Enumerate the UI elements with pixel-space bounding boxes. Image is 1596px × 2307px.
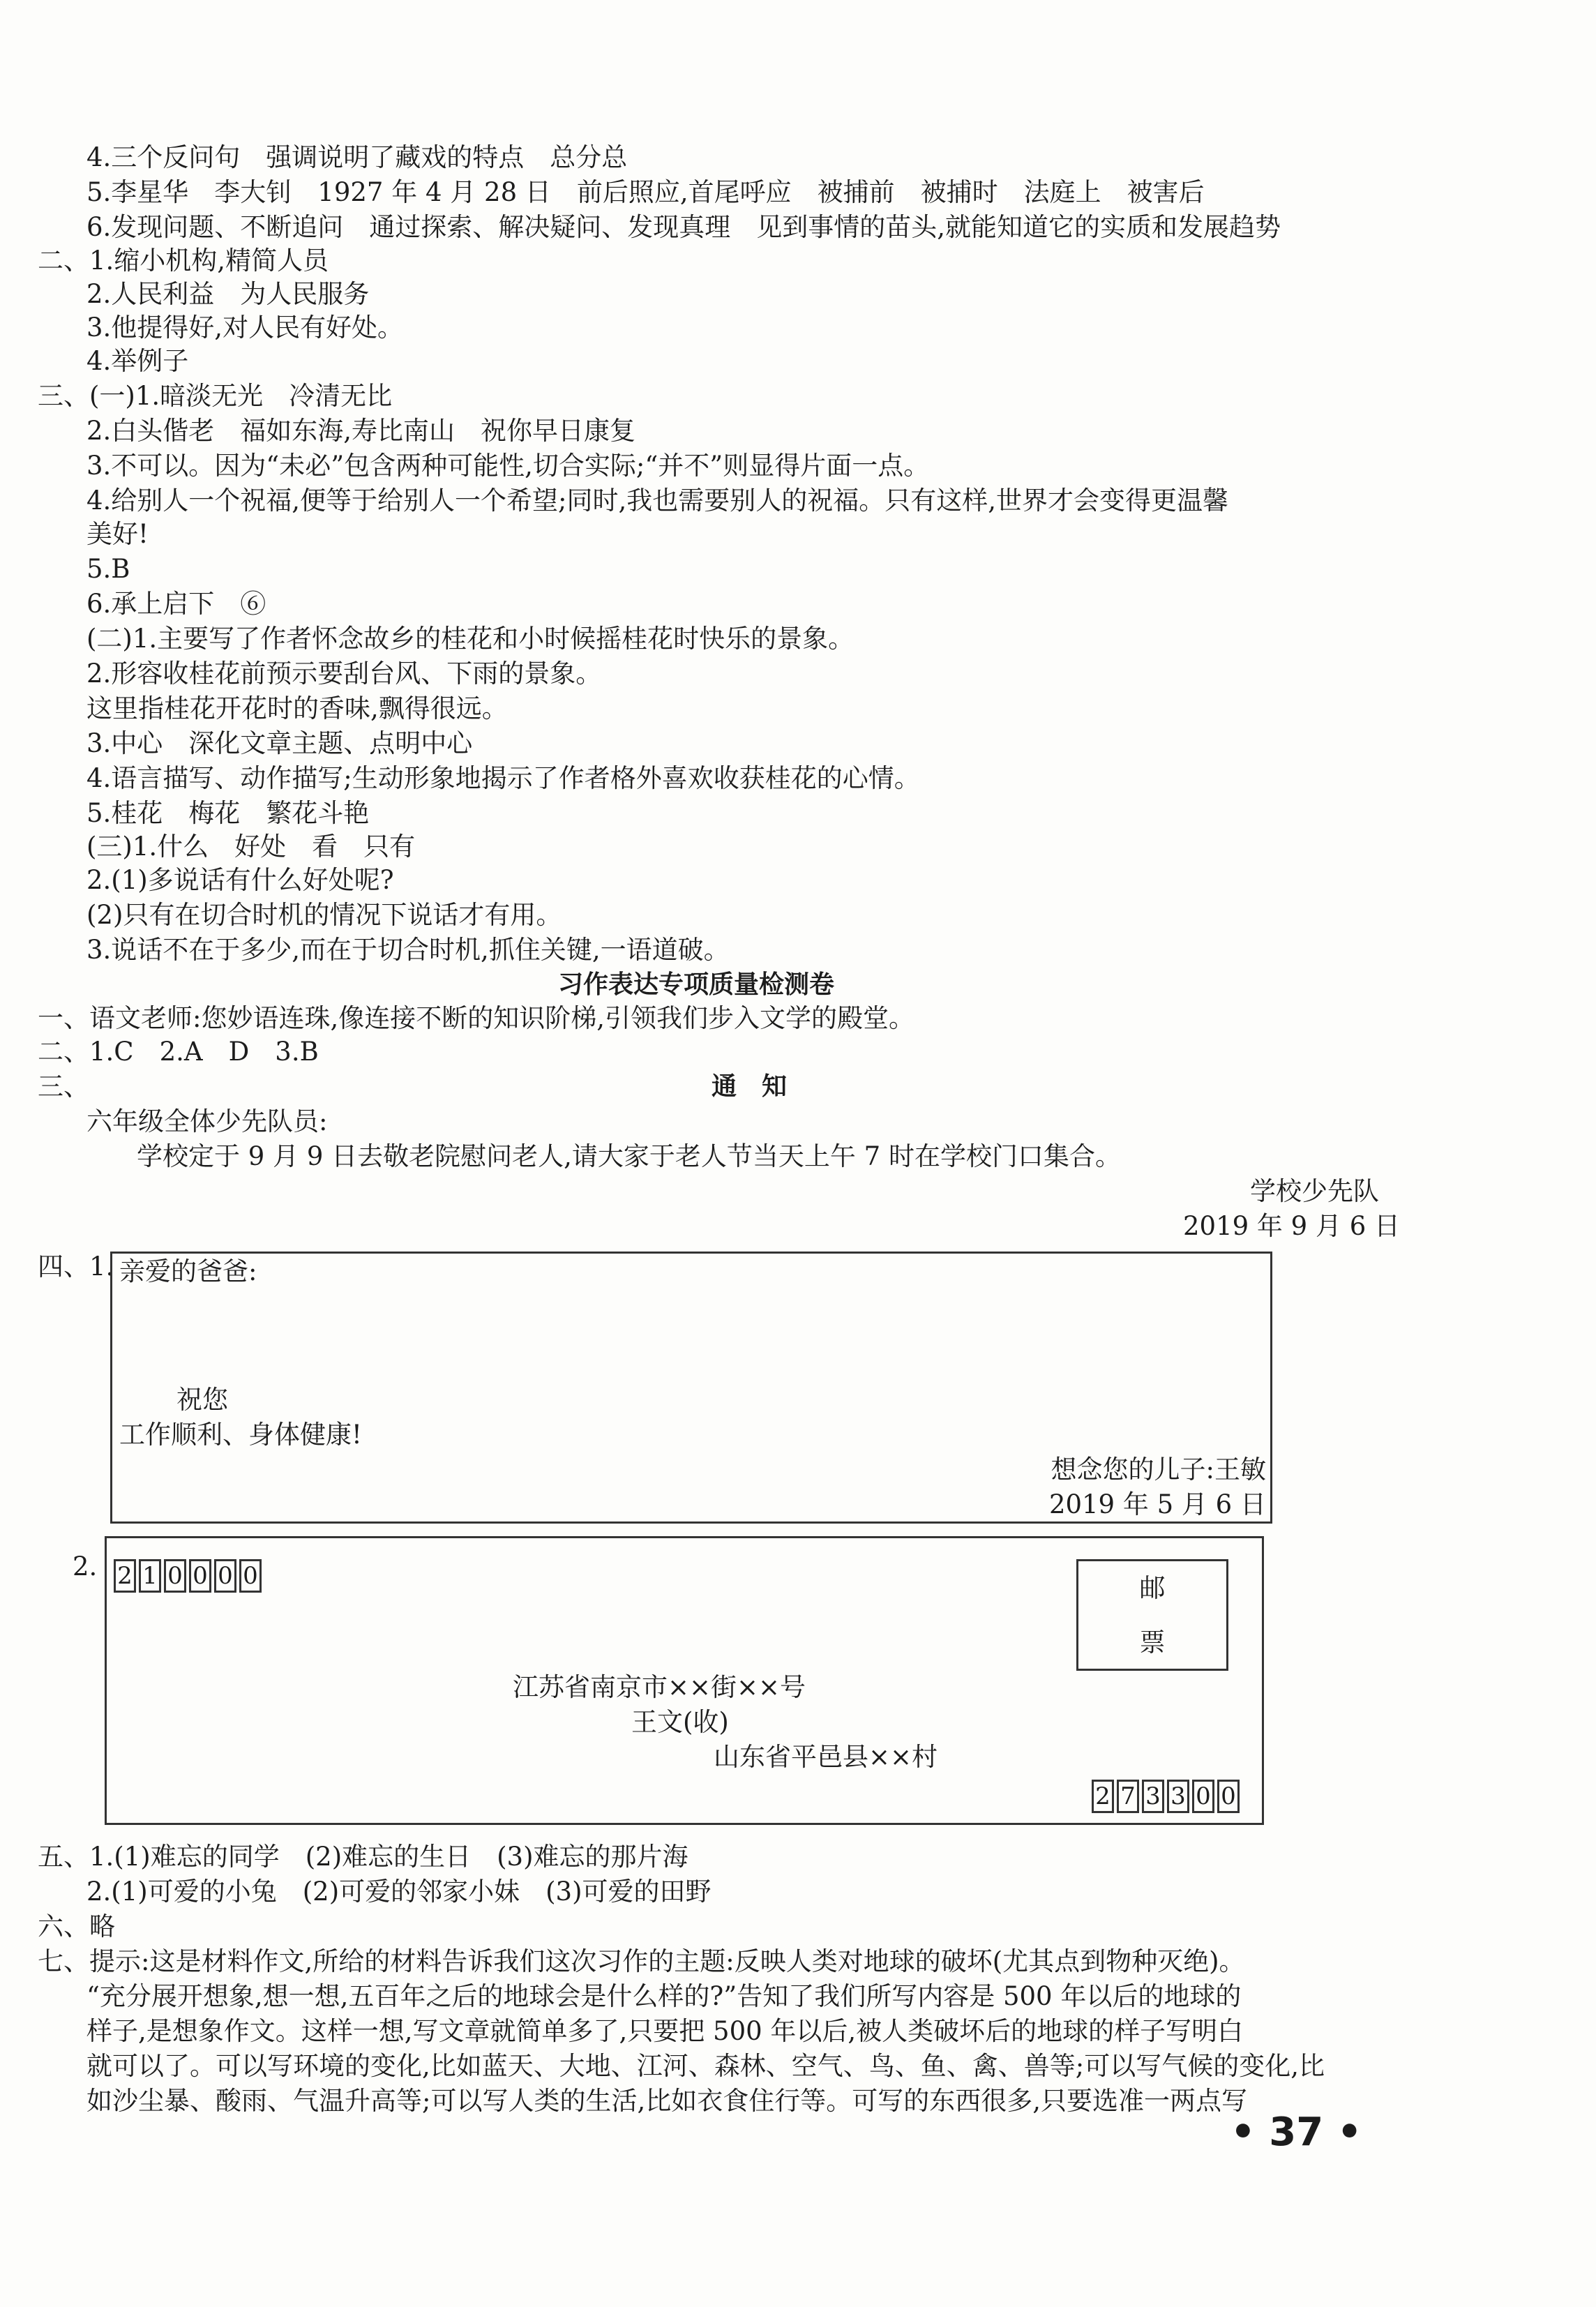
recipient-address: 江苏省南京市××街××号 xyxy=(513,1672,806,1702)
answer-line: 5.B xyxy=(86,554,130,584)
zip-digit: 2 xyxy=(114,1559,136,1593)
sender-address: 山东省平邑县××村 xyxy=(714,1742,938,1772)
answer-line: 6.发现问题、不断追问 通过探索、解决疑问、发现真理 见到事情的苗头,就能知道它的实质和发展趋势 xyxy=(86,212,1281,242)
answer-line: 如沙尘暴、酸雨、气温升高等;可以写人类的生活,比如衣食住行等。可写的东西很多,只要选准一两点写 xyxy=(86,2086,1247,2116)
answer-line: 这里指桂花开花时的香味,飘得很远。 xyxy=(86,693,508,723)
zip-digit: 0 xyxy=(239,1559,262,1593)
answer-line: (2)只有在切合时机的情况下说话才有用。 xyxy=(86,900,562,930)
zip-digit: 3 xyxy=(1142,1780,1164,1813)
recipient-name: 王文(收) xyxy=(631,1707,729,1737)
answer-line: 2.(1)可爱的小兔 (2)可爱的邻家小妹 (3)可爱的田野 xyxy=(86,1877,712,1907)
answer-line: 五、1.(1)难忘的同学 (2)难忘的生日 (3)难忘的那片海 xyxy=(38,1842,688,1872)
page-number: • 37 • xyxy=(1230,2110,1362,2155)
answer-line: 三、(一)1.暗淡无光 冷清无比 xyxy=(38,381,393,411)
zip-digit: 0 xyxy=(1192,1780,1214,1813)
answer-line: 3.不可以。因为“未必”包含两种可能性,切合实际;“并不”则显得片面一点。 xyxy=(86,451,930,481)
answer-line: 二、1.C 2.A D 3.B xyxy=(38,1037,319,1067)
answer-line: 二、1.缩小机构,精简人员 xyxy=(38,246,329,276)
answer-line: 2.形容收桂花前预示要刮台风、下雨的景象。 xyxy=(86,659,602,689)
answer-line: 2.白头偕老 福如东海,寿比南山 祝你早日康复 xyxy=(86,416,636,446)
answer-label: 四、1. xyxy=(38,1252,114,1282)
sender-zip-code xyxy=(1092,1780,1240,1813)
envelope xyxy=(105,1536,1264,1825)
answer-line: 4.举例子 xyxy=(86,346,189,376)
answer-line: 3.中心 深化文章主题、点明中心 xyxy=(86,728,473,758)
answer-line: 4.语言描写、动作描写;生动形象地揭示了作者格外喜欢收获桂花的心情。 xyxy=(86,763,920,793)
answer-line: 三、 xyxy=(38,1072,89,1102)
notice-salutation: 六年级全体少先队员: xyxy=(86,1106,328,1136)
answer-line: 6.承上启下 ⑥ xyxy=(86,589,266,619)
zip-digit: 7 xyxy=(1117,1780,1139,1813)
recipient-zip-code xyxy=(114,1559,262,1593)
notice-body: 学校定于 9 月 9 日去敬老院慰问老人,请大家于老人节当天上午 7 时在学校门口集合。 xyxy=(137,1141,1121,1171)
stamp-char: 票 xyxy=(1139,1628,1166,1658)
section-title: 习作表达专项质量检测卷 xyxy=(558,970,835,999)
answer-line: 美好! xyxy=(86,519,149,549)
notice-date: 2019 年 9 月 6 日 xyxy=(1183,1211,1401,1241)
stamp-char: 邮 xyxy=(1139,1573,1166,1603)
answer-line: 2.人民利益 为人民服务 xyxy=(86,279,370,309)
answer-line: 六、略 xyxy=(38,1911,115,1941)
answer-line: 3.他提得好,对人民有好处。 xyxy=(86,313,404,343)
answer-line: (三)1.什么 好处 看 只有 xyxy=(86,832,416,862)
answer-line: 七、提示:这是材料作文,所给的材料告诉我们这次习作的主题:反映人类对地球的破坏(尤其点到物种灭绝)。 xyxy=(38,1946,1245,1976)
answer-line: (二)1.主要写了作者怀念故乡的桂花和小时候摇桂花时快乐的景象。 xyxy=(86,624,855,654)
answer-line: 5.李星华 李大钊 1927 年 4 月 28 日 前后照应,首尾呼应 被捕前 被捕时 法庭上 被害后 xyxy=(86,177,1205,207)
zip-digit: 2 xyxy=(1092,1780,1114,1813)
letter-box xyxy=(110,1252,1272,1524)
answer-line: 就可以了。可以写环境的变化,比如蓝天、大地、江河、森林、空气、鸟、鱼、禽、兽等;可以写气候的变化,比 xyxy=(86,2051,1325,2081)
letter-wish-line1: 祝您 xyxy=(176,1385,228,1415)
zip-digit: 1 xyxy=(139,1559,161,1593)
letter-date: 2019 年 5 月 6 日 xyxy=(1048,1489,1266,1519)
zip-digit: 0 xyxy=(1217,1780,1240,1813)
answer-line: 样子,是想象作文。这样一想,写文章就简单多了,只要把 500 年以后,被人类破坏后的地球的样子写明白 xyxy=(86,2016,1244,2046)
answer-line: “充分展开想象,想一想,五百年之后的地球会是什么样的?”告知了我们所写内容是 500 年以后的地球的 xyxy=(86,1981,1242,2011)
notice-title: 通 知 xyxy=(712,1072,788,1101)
letter-salutation: 亲爱的爸爸: xyxy=(119,1256,257,1286)
answer-line: 一、语文老师:您妙语连珠,像连接不断的知识阶梯,引领我们步入文学的殿堂。 xyxy=(38,1003,914,1033)
answer-line: 5.桂花 梅花 繁花斗艳 xyxy=(86,798,370,828)
zip-digit: 0 xyxy=(164,1559,186,1593)
letter-wish-line2: 工作顺利、身体健康! xyxy=(119,1420,362,1450)
answer-label: 2. xyxy=(73,1551,98,1581)
notice-signer: 学校少先队 xyxy=(1250,1176,1379,1206)
zip-digit: 3 xyxy=(1167,1780,1189,1813)
zip-digit: 0 xyxy=(214,1559,236,1593)
answer-line: 3.说话不在于多少,而在于切合时机,抓住关键,一语道破。 xyxy=(86,935,730,965)
answer-line: 2.(1)多说话有什么好处呢? xyxy=(86,865,394,895)
answer-line: 4.给别人一个祝福,便等于给别人一个希望;同时,我也需要别人的祝福。只有这样,世界才会变得更温馨 xyxy=(86,486,1229,516)
letter-signer: 想念您的儿子:王敏 xyxy=(1051,1455,1266,1485)
stamp-box xyxy=(1076,1559,1228,1671)
zip-digit: 0 xyxy=(189,1559,211,1593)
answer-line: 4.三个反问句 强调说明了藏戏的特点 总分总 xyxy=(86,142,628,172)
